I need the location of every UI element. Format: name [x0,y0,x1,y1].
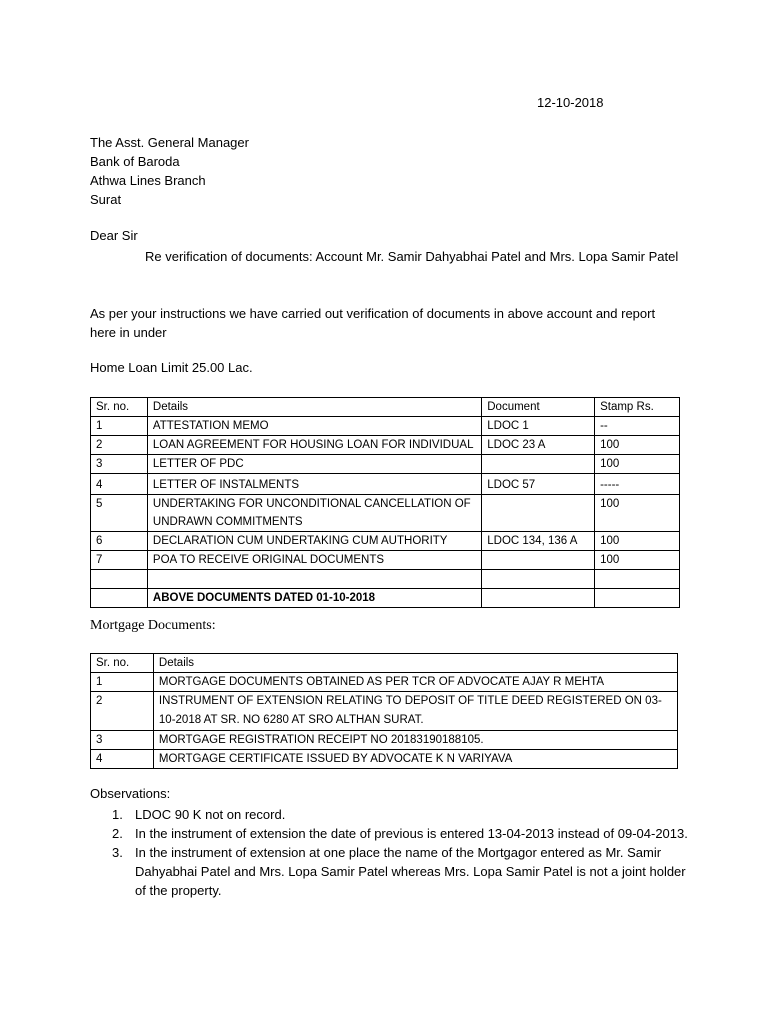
table-cell: DECLARATION CUM UNDERTAKING CUM AUTHORITY [147,532,481,551]
address-line: Athwa Lines Branch [90,173,206,188]
documents-date-note: ABOVE DOCUMENTS DATED 01-10-2018 [147,589,481,608]
header-cell: Document [482,398,595,417]
table-cell: 1 [91,417,148,436]
table-cell: 4 [91,750,154,769]
salutation: Dear Sir [90,228,138,243]
list-item [90,843,690,900]
letter-date: 12-10-2018 [537,95,604,110]
list-text: In the instrument of extension at one place the name of the Mortgagor entered as Mr. Samir Dahyabhai Patel and Mrs. Lopa Samir Patel whereas Mrs. Lopa Samir Patel is not a joint holder of the property. [135,845,686,898]
table-row [91,589,680,608]
header-cell: Sr. no. [91,398,148,417]
table-cell: 2 [91,436,148,455]
list-item [90,824,690,843]
table-cell [482,455,595,474]
subject-line: Re verification of documents: Account Mr. Samir Dahyabhai Patel and Mrs. Lopa Samir Patel [145,249,679,264]
table-row [91,570,680,589]
list-item [90,805,690,824]
table-row [91,436,680,455]
list-number: 3. [112,845,123,860]
observations-list [90,805,690,900]
table-row [91,455,680,474]
table-cell: -- [595,417,680,436]
table-row [91,673,678,692]
table-cell [595,589,680,608]
table-cell: INSTRUMENT OF EXTENSION RELATING TO DEPOSIT OF TITLE DEED REGISTERED ON 03-10-2018 AT SR. NO 6280 AT SRO ALTHAN SURAT. [153,692,677,731]
table-cell: 100 [595,495,680,532]
list-number: 1. [112,807,123,822]
table-header-row [91,398,680,417]
header-cell: Details [153,654,677,673]
table-cell: 6 [91,532,148,551]
table-row [91,551,680,570]
table-cell: MORTGAGE DOCUMENTS OBTAINED AS PER TCR OF ADVOCATE AJAY R MEHTA [153,673,677,692]
table-cell: LDOC 134, 136 A [482,532,595,551]
address-line: Bank of Baroda [90,154,180,169]
table-cell: 2 [91,692,154,731]
table-cell: 3 [91,731,154,750]
table-row [91,474,680,495]
table-cell: LDOC 57 [482,474,595,495]
table-cell [482,495,595,532]
list-text: LDOC 90 K not on record. [135,807,286,822]
table-cell [482,570,595,589]
table-cell: ----- [595,474,680,495]
table-cell: LDOC 1 [482,417,595,436]
table-cell [147,570,481,589]
table-cell: 1 [91,673,154,692]
table-cell [482,551,595,570]
mortgage-heading: Mortgage Documents: [90,618,216,633]
table-cell: LOAN AGREEMENT FOR HOUSING LOAN FOR INDIVIDUAL [147,436,481,455]
table-cell [595,570,680,589]
table-cell: 100 [595,436,680,455]
table-cell: 100 [595,551,680,570]
table-cell: LETTER OF INSTALMENTS [147,474,481,495]
address-line: Surat [90,192,122,207]
list-text: In the instrument of extension the date of previous is entered 13-04-2013 instead of 09-04-2013. [135,826,688,841]
table-cell: LETTER OF PDC [147,455,481,474]
header-cell: Sr. no. [91,654,154,673]
table-cell: 100 [595,532,680,551]
recipient-address [90,133,249,209]
table-row [91,532,680,551]
table-header-row [91,654,678,673]
header-cell: Stamp Rs. [595,398,680,417]
table-row [91,750,678,769]
mortgage-table [90,653,678,769]
table-cell: UNDERTAKING FOR UNCONDITIONAL CANCELLATION OF UNDRAWN COMMITMENTS [147,495,481,532]
table-cell: 5 [91,495,148,532]
table-cell: 7 [91,551,148,570]
table-cell [91,589,148,608]
table-row [91,417,680,436]
documents-table [90,397,680,608]
table-row [91,731,678,750]
table-cell: 100 [595,455,680,474]
table-cell: POA TO RECEIVE ORIGINAL DOCUMENTS [147,551,481,570]
table-cell: LDOC 23 A [482,436,595,455]
table-row [91,495,680,532]
table-cell: MORTGAGE CERTIFICATE ISSUED BY ADVOCATE K N VARIYAVA [153,750,677,769]
address-line: The Asst. General Manager [90,135,249,150]
table-row [91,692,678,731]
table-cell [482,589,595,608]
table-cell: ATTESTATION MEMO [147,417,481,436]
table-cell: 3 [91,455,148,474]
header-cell: Details [147,398,481,417]
table-cell: MORTGAGE REGISTRATION RECEIPT NO 20183190188105. [153,731,677,750]
list-number: 2. [112,826,123,841]
observations-heading: Observations: [90,786,171,801]
loan-limit: Home Loan Limit 25.00 Lac. [90,360,253,375]
table-cell [91,570,148,589]
table-cell: 4 [91,474,148,495]
intro-paragraph: As per your instructions we have carried out verification of documents in above account and report here in under [90,306,656,340]
